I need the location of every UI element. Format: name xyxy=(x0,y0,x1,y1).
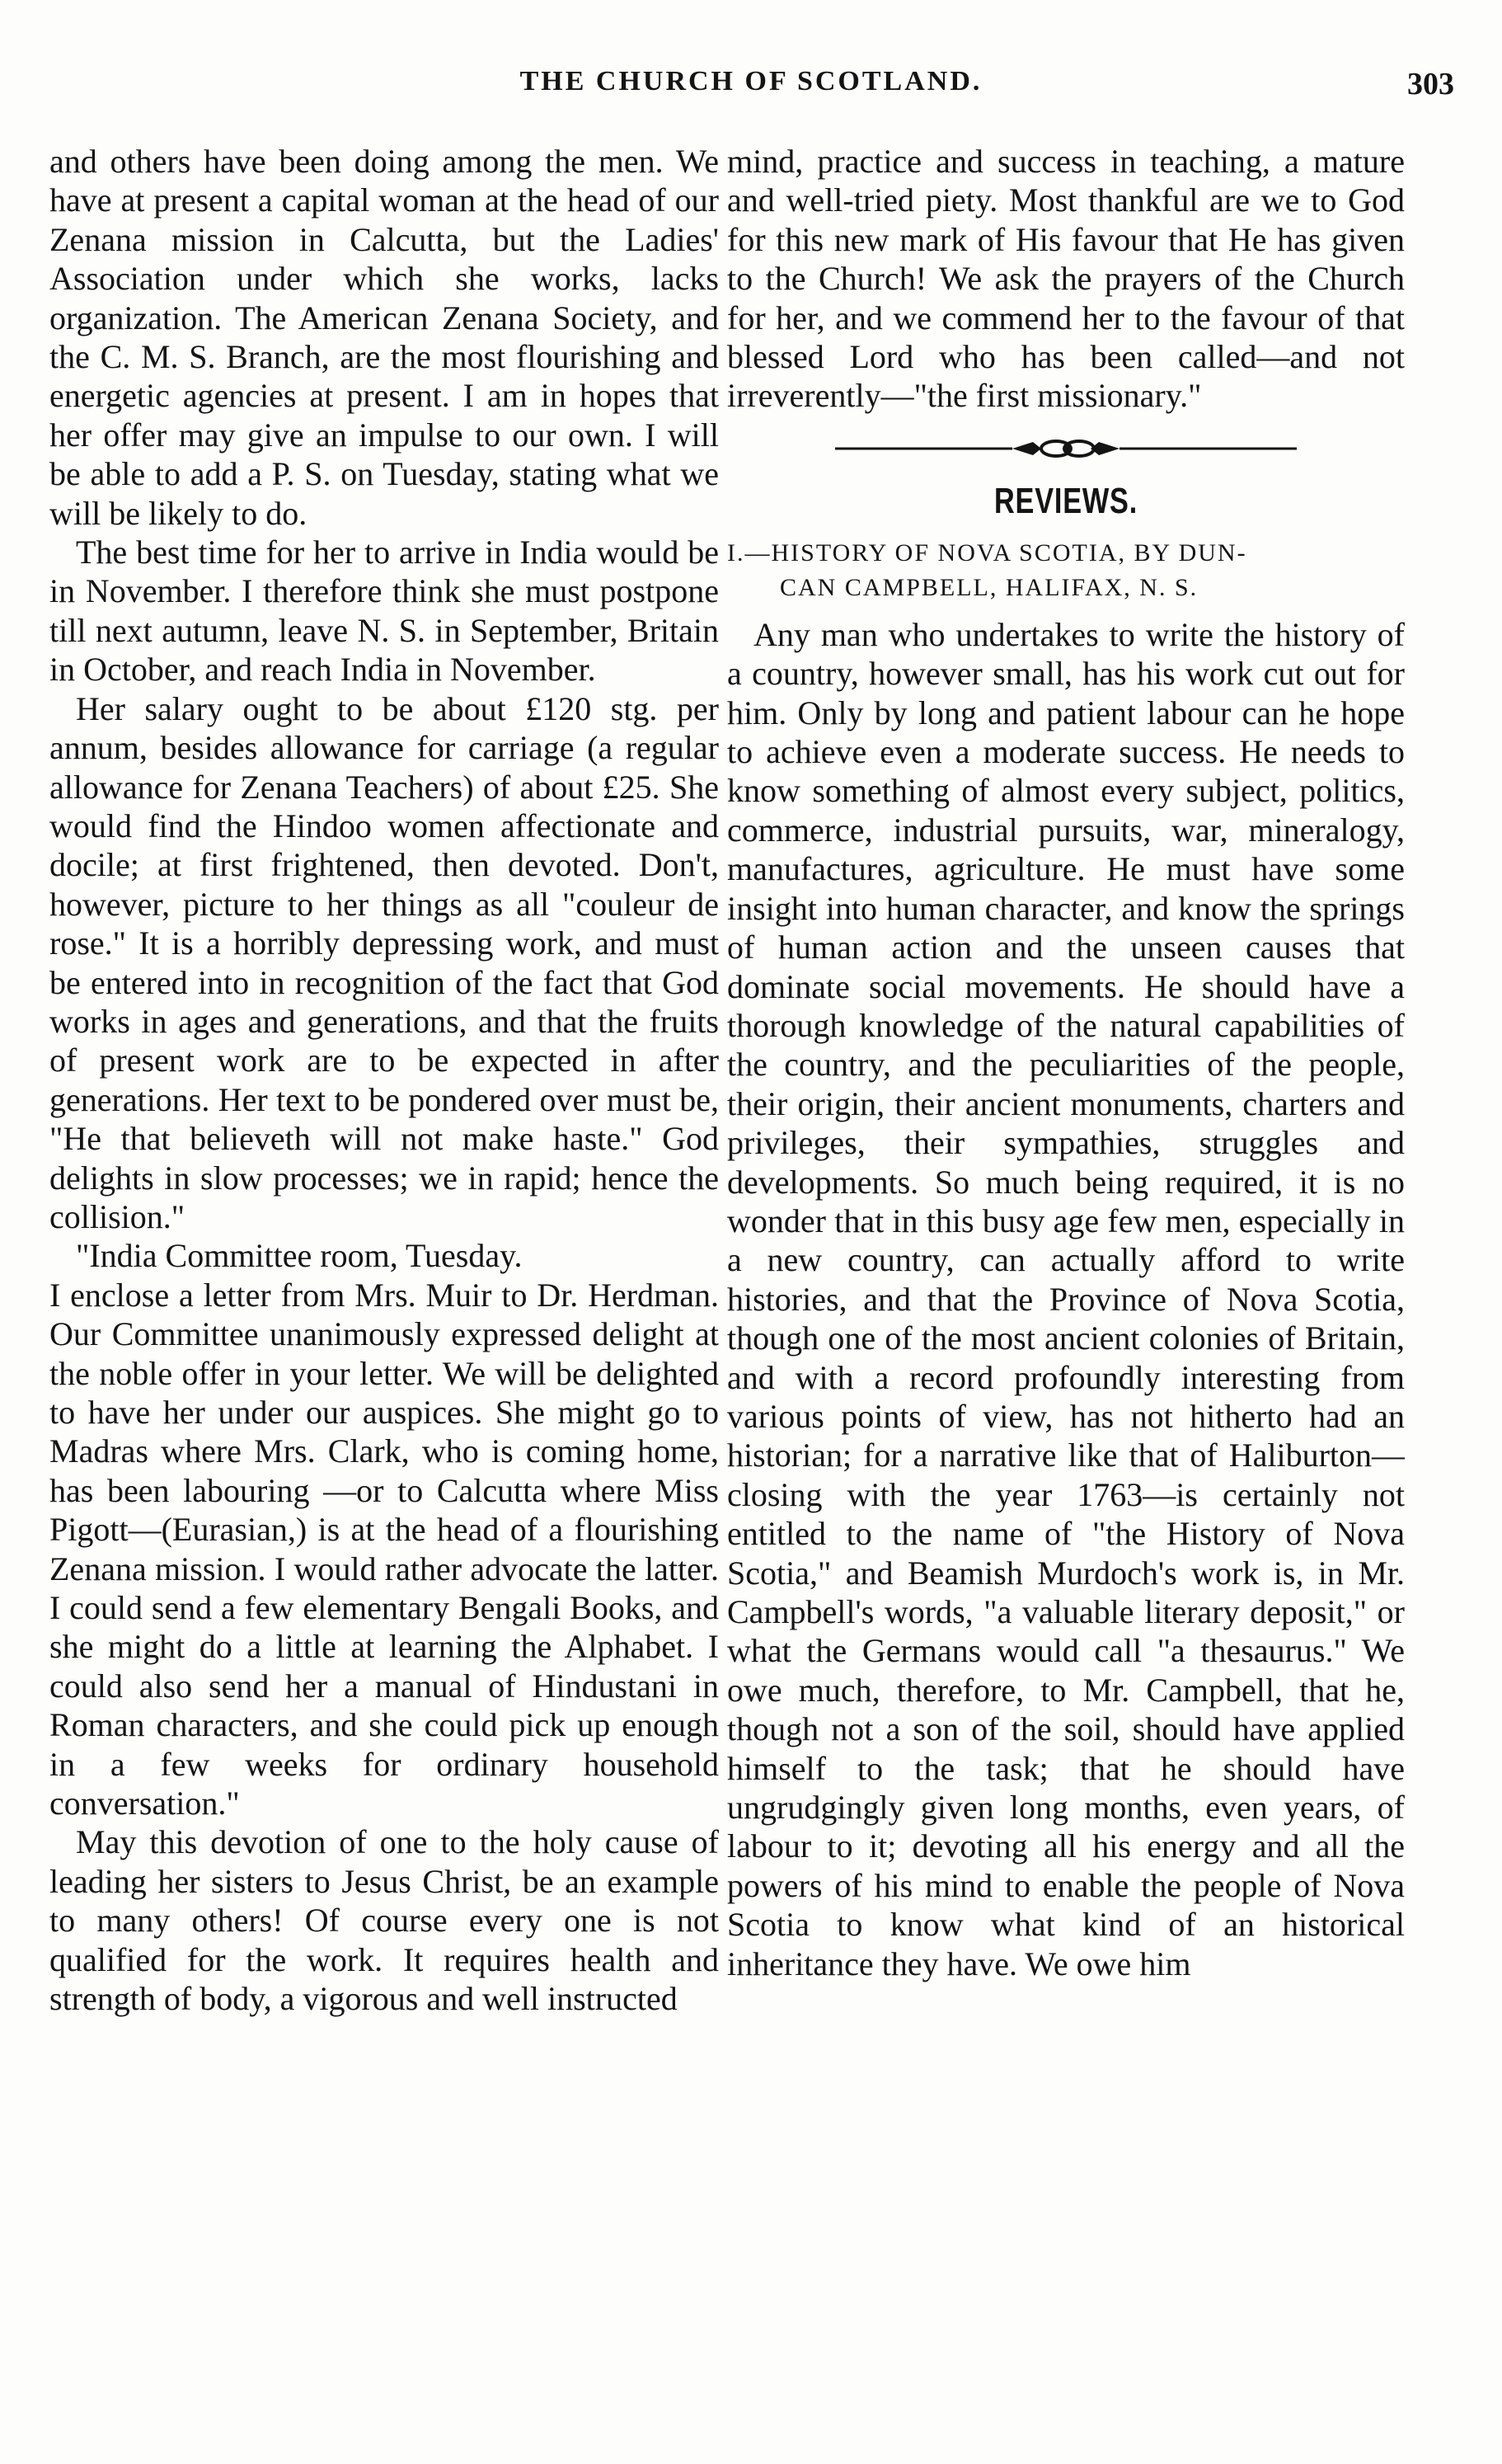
running-title: THE CHURCH OF SCOTLAND. xyxy=(519,66,983,96)
page-number: 303 xyxy=(1407,67,1454,101)
section-heading: REVIEWS. xyxy=(993,480,1138,521)
right-column xyxy=(727,142,1405,2418)
ornament-divider-icon xyxy=(727,424,1405,473)
review-title-line-1: I.—HISTORY OF NOVA SCOTIA, BY DUN- xyxy=(727,538,1247,567)
left-paragraph-1: and others have been doing among the men. We have at present a capital woman at the head of our Zenana mission in Calcutta, but the Ladies' Association under which she works, lacks organization. The American Zenana Society, and the C. M. S. Branch, are the most flourishing and energetic agencies at present. I am in hopes that her offer may give an impulse to our own. I will be able to add a P. S. on Tuesday, stating what we will be likely to do. xyxy=(49,143,719,532)
left-paragraph-4: "India Committee room, Tuesday. xyxy=(76,1237,523,1275)
review-title-line-2: CAN CAMPBELL, HALIFAX, N. S. xyxy=(780,573,1199,601)
left-paragraph-3: Her salary ought to be about £120 stg. per annum, besides allowance for carriage (a regular allowance for Zenana Teachers) of about £25. She would find the Hindoo women affectionate and docile; at first frightened, then devoted. Don't, however, picture to her things as all "couleur de rose." It is a horribly depressing work, and must be entered into in recognition of the fact that God works in ages and generations, and that the fruits of present work are to be expected in after generations. Her text to be pondered over must be, "He that believeth will not make haste." God delights in slow processes; we in rapid; hence the collision." xyxy=(49,689,719,1235)
running-head xyxy=(0,66,1502,115)
left-paragraph-2: The best time for her to arrive in India would be in November. I therefore think she must postpone till next autumn, leave N. S. in September, Britain in October, and reach India in November. xyxy=(49,534,719,689)
review-paragraph: Any man who undertakes to write the history of a country, however small, has his work cut out for him. Only by long and patient labour can he hope to achieve even a moderate success. He needs to know something of almost every subject, politics, commerce, industrial pursuits, war, mineralogy, manufactures, agriculture. He must have some insight into human character, and know the springs of human action and the unseen causes that dominate social movements. He should have a thorough knowledge of the natural capabilities of the country, and the peculiarities of the people, their origin, their ancient monuments, charters and privileges, their sympathies, struggles and developments. So much being required, it is no wonder that in this busy age few men, especially in a new country, can actually afford to write histories, and that the Province of Nova Scotia, though one of the most ancient colonies of Britain, and with a record profoundly interesting from various points of view, has not hitherto had an historian; for a narrative like that of Haliburton—closing with the year 1763—is certainly not entitled to the name of "the History of Nova Scotia," and Beamish Murdoch's work is, in Mr. Campbell's words, "a valuable literary deposit," or what the Germans would call "a thesaurus." We owe much, therefore, to Mr. Campbell, that he, though not a son of the soil, should have applied himself to the task; that he should have ungrudgingly given long months, even years, of labour to it; devoting all his energy and all the powers of his mind to enable the people of Nova Scotia to know what kind of an historical inheritance they have. We owe him xyxy=(727,615,1405,1982)
review-title xyxy=(727,536,1405,605)
left-paragraph-5: I enclose a letter from Mrs. Muir to Dr. Herdman. Our Committee unanimously expressed delight at the noble offer in your letter. We will be delighted to have her under our auspices. She might go to Madras where Mrs. Clark, who is coming home, has been labouring —or to Calcutta where Miss Pigott—(Eurasian,) is at the head of a flourishing Zenana mission. I would rather advocate the latter. I could send a few elementary Bengali Books, and she might do a little at learning the Alphabet. I could also send her a manual of Hindustani in Roman characters, and she could pick up enough in a few weeks for ordinary household conversation." xyxy=(49,1276,719,1822)
left-paragraph-6: May this devotion of one to the holy cause of leading her sisters to Jesus Christ, be an example to many others! Of course every one is not qualified for the work. It requires health and strength of body, a vigorous and well instructed xyxy=(49,1823,719,2018)
left-column xyxy=(49,142,719,2418)
right-paragraph-1: mind, practice and success in teaching, a mature and well-tried piety. Most thankful are we to God for this new mark of His favour that He has given to the Church! We ask the prayers of the Church for her, and we commend her to the favour of that blessed Lord who has been called—and not irreverently—"the first missionary." xyxy=(727,143,1405,415)
